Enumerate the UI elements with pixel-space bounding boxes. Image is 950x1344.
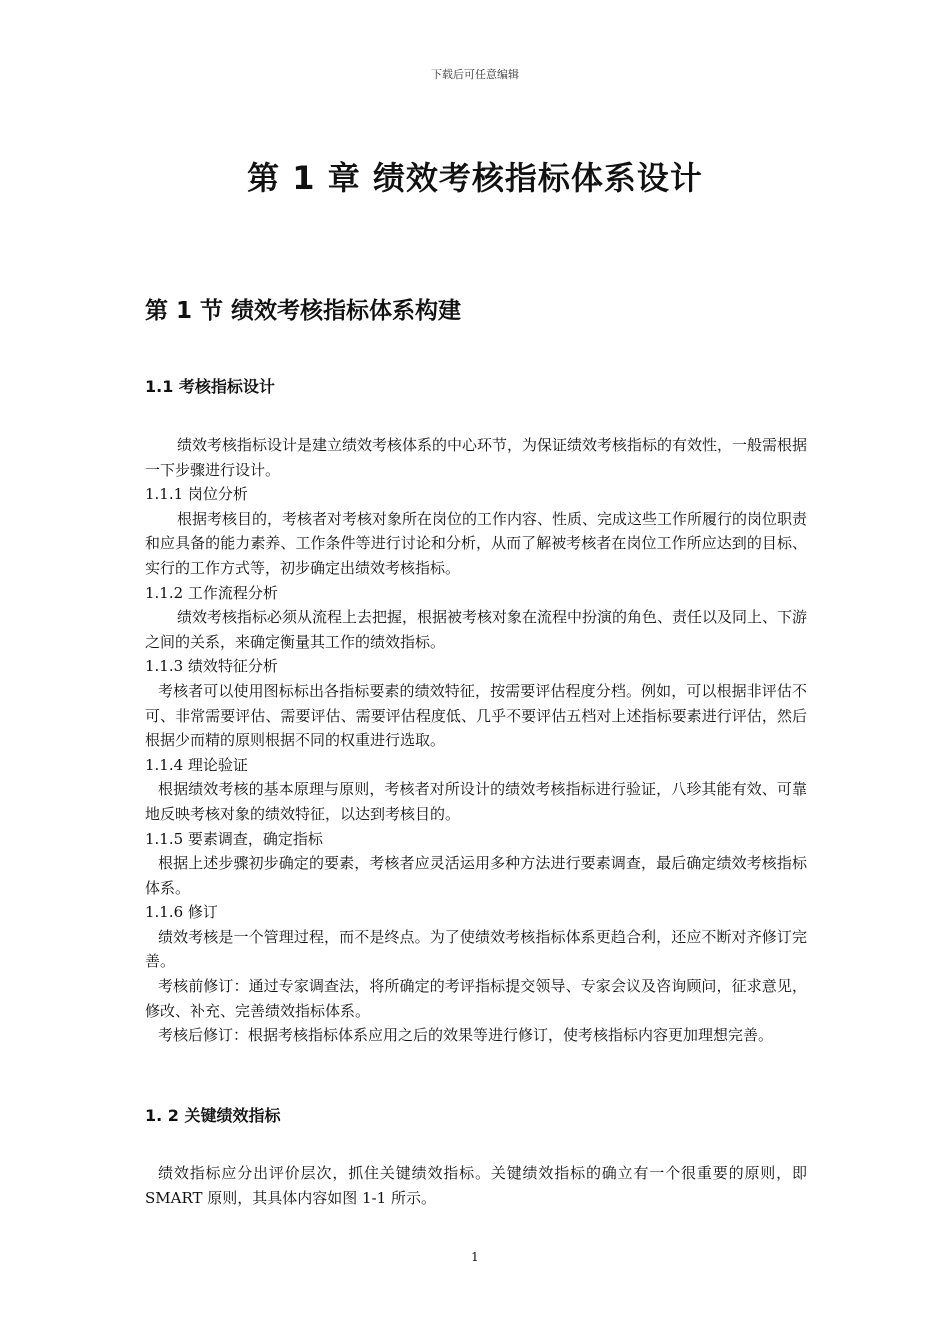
- heading-1-1: 1.1 考核指标设计: [145, 377, 275, 396]
- section-1-2-body: [145, 1161, 807, 1210]
- paragraph-1-1-4: 根据绩效考核的基本原理与原则，考核者对所设计的绩效考核指标进行验证，八珍其能有效、可靠地反映考核对象的绩效特征，以达到考核目的。: [145, 780, 807, 823]
- subheading-1-1-2: 1.1.2 工作流程分析: [145, 583, 278, 602]
- paragraph-1-1-6-a: 绩效考核是一个管理过程，而不是终点。为了使绩效考核指标体系更趋合利，还应不断对齐修订完善。: [145, 927, 807, 971]
- subheading-1-1-1: 1.1.1 岗位分析: [145, 485, 248, 504]
- paragraph-1-1-3: 考核者可以使用图标标出各指标要素的绩效特征，按需要评估程度分档。例如，可以根据非评估不可、非常需要评估、需要评估、需要评估程度低、几乎不要评估五档对上述指标要素进行评估，然后根据少而精的原则根据不同的权重进行选取。: [145, 681, 807, 750]
- subheading-1-1-6: 1.1.6 修订: [145, 903, 218, 922]
- subheading-1-1-5: 1.1.5 要素调查，确定指标: [145, 829, 323, 848]
- paragraph-1-1-1: 根据考核目的，考核者对考核对象所在岗位的工作内容、性质、完成这些工作所履行的岗位职责和应具备的能力素养、工作条件等进行讨论和分析，从而了解被考核者在岗位工作所应达到的目标、实行的工作方式等，初步确定出绩效考核指标。: [145, 509, 808, 577]
- page-number: 1: [471, 1250, 479, 1264]
- section-title: 第 1 节 绩效考核指标体系构建: [145, 298, 462, 324]
- section-1-1-body: [145, 433, 807, 1048]
- paragraph-1-1-6-b: 考核前修订：通过专家调查法，将所确定的考评指标提交领导、专家会议及咨询顾问，征求意见，修改、补充、完善绩效指标体系。: [145, 977, 807, 1020]
- chapter-title: 第 1 章 绩效考核指标体系设计: [247, 159, 703, 197]
- paragraph-1-2: 绩效指标应分出评价层次，抓住关键绩效指标。关键绩效指标的确立有一个很重要的原则，即 SMART 原则，其具体内容如图 1-1 所示。: [145, 1164, 807, 1207]
- intro-paragraph: 绩效考核指标设计是建立绩效考核体系的中心环节，为保证绩效考核指标的有效性，一般需根据一下步骤进行设计。: [145, 436, 808, 479]
- paragraph-1-1-6-c: 考核后修订：根据考核指标体系应用之后的效果等进行修订，使考核指标内容更加理想完善。: [158, 1026, 774, 1045]
- heading-1-2: 1. 2 关键绩效指标: [145, 1106, 281, 1125]
- paragraph-1-1-2: 绩效考核指标必须从流程上去把握，根据被考核对象在流程中扮演的角色、责任以及同上、下游之间的关系，来确定衡量其工作的绩效指标。: [145, 608, 808, 651]
- subheading-1-1-4: 1.1.4 理论验证: [145, 755, 248, 774]
- paragraph-1-1-5: 根据上述步骤初步确定的要素，考核者应灵活运用多种方法进行要素调查，最后确定绩效考核指标体系。: [145, 854, 807, 897]
- subheading-1-1-3: 1.1.3 绩效特征分析: [145, 657, 278, 676]
- header-note: 下载后可任意编辑: [431, 68, 519, 81]
